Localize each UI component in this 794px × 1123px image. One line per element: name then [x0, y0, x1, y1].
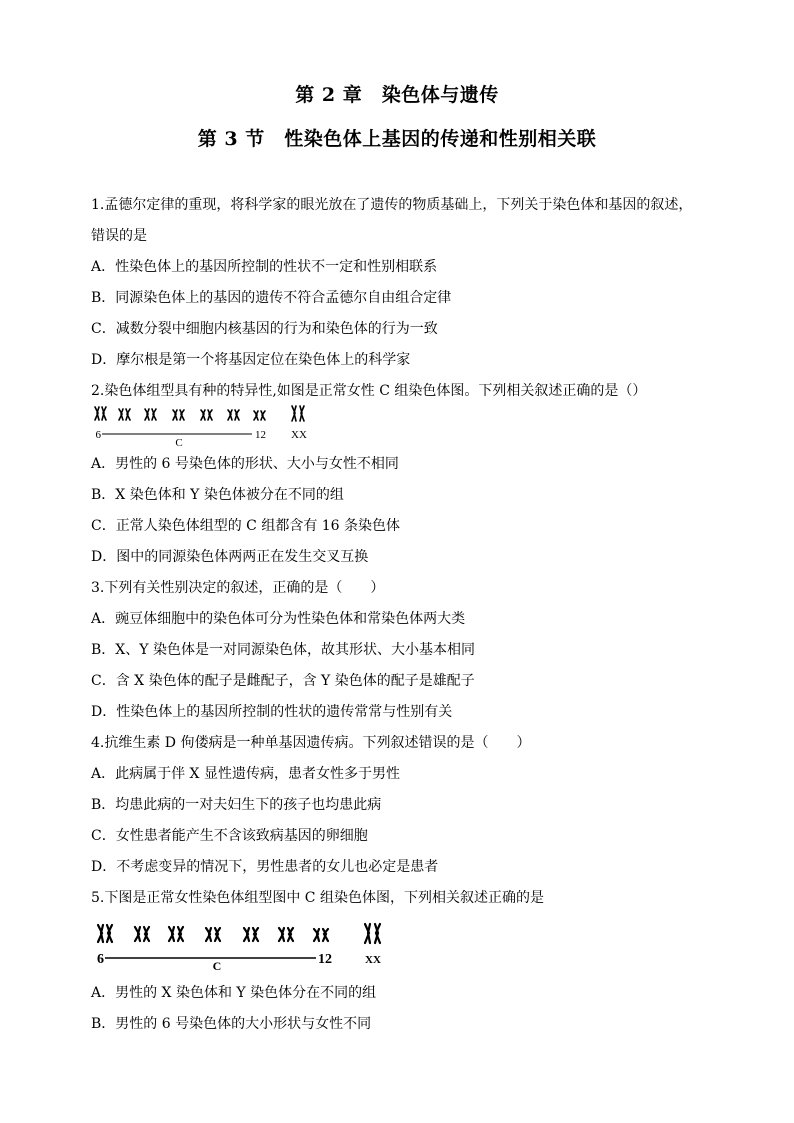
question-1-stem-line-1: 1.孟德尔定律的重现，将科学家的眼光放在了遗传的物质基础上，下列关于染色体和基因的叙述， [91, 197, 693, 213]
chromosome-pair-11 [228, 410, 239, 420]
question-1-stem-line-2: 错误的是 [91, 228, 147, 244]
question-3-option-b: B．X、Y 染色体是一对同源染色体，故其形状、大小基本相同 [91, 642, 475, 658]
chromosome-pair-11 [279, 928, 293, 941]
question-2-option-c: C．正常人染色体组型的 C 组都含有 16 条染色体 [91, 518, 401, 534]
question-3-stem: 3.下列有关性别决定的叙述，正确的是（ ） [91, 580, 385, 596]
chromosome-pair-10 [201, 410, 212, 420]
question-2-option-d: D．图中的同源染色体两两正在发生交叉互换 [91, 549, 369, 565]
chromosome-pair-10 [244, 928, 258, 941]
karyotype-group-label: C [212, 959, 222, 973]
karyotype-figure-q2 [91, 404, 331, 449]
question-2-option-a: A．男性的 6 号染色体的形状、大小与女性不相同 [91, 456, 399, 472]
question-4-option-a: A．此病属于伴 X 显性遗传病，患者女性多于男性 [91, 766, 400, 782]
section-title: 第 3 节 性染色体上基因的传递和性别相关联 [197, 128, 597, 150]
chromosome-pair-xx [365, 924, 380, 943]
karyotype-right-label: 12 [318, 952, 332, 967]
chromosome-pair-6 [98, 925, 112, 942]
question-2-stem: 2.染色体组型具有种的特异性,如图是正常女性 C 组染色体图。下列相关叙述正确的是（） [91, 383, 647, 399]
chromosome-pair-7 [135, 927, 149, 941]
chromosome-pair-12 [254, 411, 265, 420]
chromosome-pair-8 [145, 409, 156, 420]
karyotype-right-label: 12 [255, 429, 266, 441]
chromosome-pair-9 [173, 410, 184, 420]
question-5-stem: 5.下图是正常女性染色体组型图中 C 组染色体图，下列相关叙述正确的是 [91, 890, 544, 906]
question-3-option-c: C．含 X 染色体的配子是雌配子，含 Y 染色体的配子是雄配子 [91, 673, 475, 689]
karyotype-sex-label: XX [291, 429, 307, 441]
chromosome-pair-xx [292, 406, 304, 421]
question-5-option-b: B．男性的 6 号染色体的大小形状与女性不同 [91, 1016, 372, 1032]
chromosome-pair-12 [314, 929, 328, 941]
question-1-option-d: D．摩尔根是第一个将基因定位在染色体上的科学家 [91, 352, 411, 368]
chromosome-pair-6 [95, 407, 106, 420]
karyotype-group-label: C [175, 437, 183, 449]
karyotype-figure-q5 [93, 921, 393, 971]
question-3-option-a: A．豌豆体细胞中的染色体可分为性染色体和常染色体两大类 [91, 611, 466, 627]
chromosome-pair-7 [119, 409, 130, 420]
karyotype-sex-label: XX [365, 954, 381, 966]
question-4-option-c: C．女性患者能产生不含该致病基因的卵细胞 [91, 828, 368, 844]
question-4-option-d: D．不考虑变异的情况下，男性患者的女儿也必定是患者 [91, 859, 439, 875]
question-3-option-d: D．性染色体上的基因所控制的性状的遗传常常与性别有关 [91, 704, 453, 720]
question-1-option-b: B．同源染色体上的基因的遗传不符合孟德尔自由组合定律 [91, 290, 452, 306]
question-5-option-a: A．男性的 X 染色体和 Y 染色体分在不同的组 [91, 985, 377, 1001]
question-1-option-c: C．减数分裂中细胞内核基因的行为和染色体的行为一致 [91, 321, 438, 337]
karyotype-left-label: 6 [95, 429, 101, 441]
question-4-stem: 4.抗维生素 D 佝偻病是一种单基因遗传病。下列叙述错误的是（ ） [91, 735, 531, 751]
chromosome-pair-8 [169, 927, 183, 941]
question-1-option-a: A．性染色体上的基因所控制的性状不一定和性别相联系 [91, 259, 438, 275]
question-4-option-b: B．均患此病的一对夫妇生下的孩子也均患此病 [91, 797, 382, 813]
karyotype-left-label: 6 [97, 952, 104, 967]
chromosome-pair-9 [206, 928, 220, 941]
chapter-title: 第 2 章 染色体与遗传 [295, 84, 499, 106]
question-2-option-b: B．X 染色体和 Y 染色体被分在不同的组 [91, 487, 344, 503]
